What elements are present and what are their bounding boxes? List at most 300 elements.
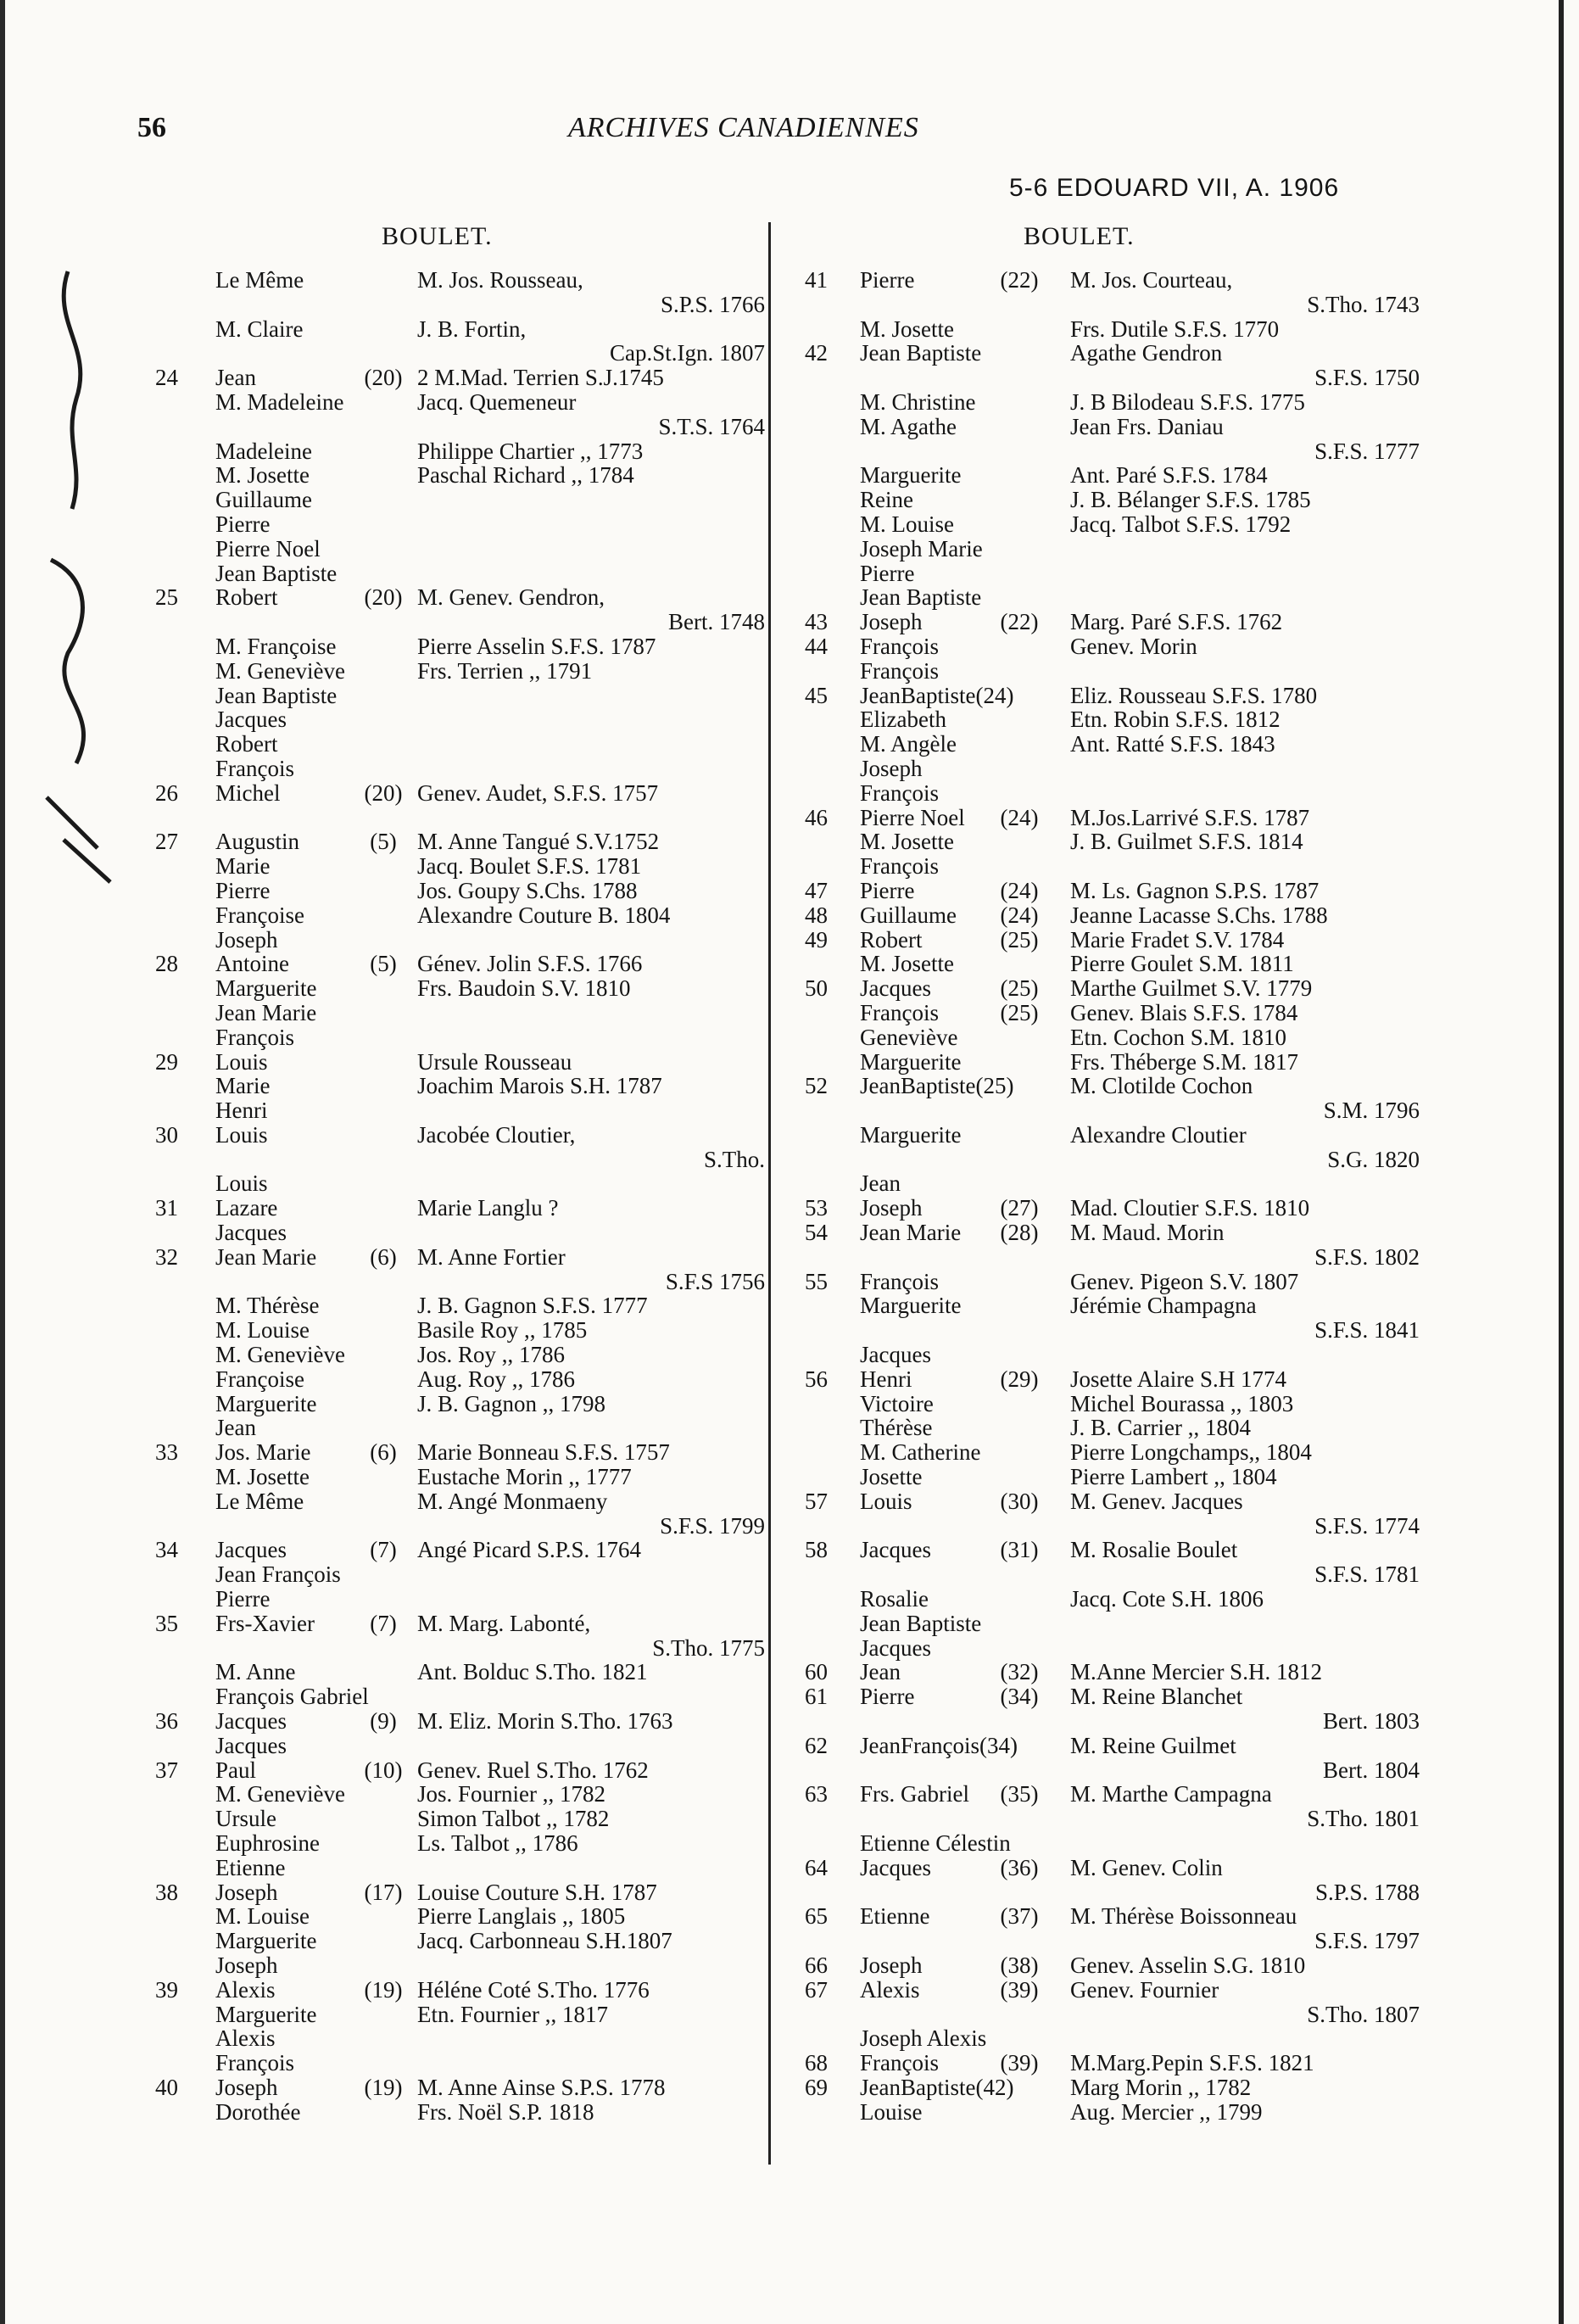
person-name: Geneviève bbox=[860, 1024, 958, 1050]
spouse-parish-year: Jos. Roy ,, 1786 bbox=[417, 1342, 566, 1368]
continuation-text: S.Tho. bbox=[703, 1146, 765, 1172]
table-row bbox=[153, 1831, 760, 1856]
spouse-parish-year: Marie Bonneau S.F.S. 1757 bbox=[417, 1439, 670, 1466]
person-name: Joseph Alexis bbox=[860, 2025, 987, 2052]
spouse-parish-year: Marie Fradet S.V. 1784 bbox=[1070, 926, 1285, 953]
continuation-text: S.Tho. 1807 bbox=[1307, 2001, 1420, 2027]
table-row bbox=[797, 1879, 1420, 1905]
spouse-parish-year: Basile Roy ,, 1785 bbox=[417, 1317, 588, 1344]
entry-number: 69 bbox=[805, 2074, 828, 2100]
table-row bbox=[153, 1904, 760, 1929]
person-name: JeanBaptiste(42) bbox=[860, 2074, 1014, 2100]
spouse-parish-year: Jos. Goupy S.Chs. 1788 bbox=[417, 877, 638, 903]
person-name: M. Christine bbox=[860, 388, 976, 415]
table-row bbox=[797, 1612, 1408, 1636]
spouse-parish-year: Frs. Noël S.P. 1818 bbox=[417, 2098, 594, 2125]
person-name: M. Françoise bbox=[215, 633, 337, 659]
person-name: JeanBaptiste(24) bbox=[860, 682, 1014, 708]
table-row bbox=[153, 1562, 760, 1587]
table-row bbox=[797, 561, 1408, 586]
person-name: Jacques bbox=[860, 975, 931, 1002]
table-row bbox=[153, 976, 760, 1001]
entry-number: 24 bbox=[155, 365, 178, 391]
table-row bbox=[153, 1074, 760, 1098]
spouse-parish-year: Ant. Bolduc S.Tho. 1821 bbox=[417, 1659, 648, 1685]
spouse-parish-year: M. Marg. Labonté, bbox=[417, 1610, 591, 1636]
table-row bbox=[153, 1171, 760, 1196]
person-name: Jean Baptiste bbox=[860, 340, 982, 366]
person-name: Etienne bbox=[215, 1854, 286, 1880]
parent-ref: (5) bbox=[370, 951, 397, 977]
spouse-parish-year: M. Rosalie Boulet bbox=[1070, 1537, 1238, 1563]
spouse-parish-year: Agathe Gendron bbox=[1070, 340, 1223, 366]
person-name: M. Louise bbox=[860, 511, 954, 537]
table-row bbox=[797, 268, 1408, 293]
table-row bbox=[797, 781, 1408, 806]
spouse-parish-year: Marthe Guilmet S.V. 1779 bbox=[1070, 975, 1313, 1002]
table-row bbox=[797, 732, 1408, 757]
person-name: Louis bbox=[860, 1488, 912, 1514]
table-row bbox=[153, 1782, 760, 1807]
scan-edge-left bbox=[0, 0, 5, 2324]
spouse-parish-year: Etn. Cochon S.M. 1810 bbox=[1070, 1024, 1287, 1050]
entry-number: 38 bbox=[155, 1879, 178, 1905]
spouse-parish-year: M. Eliz. Morin S.Tho. 1763 bbox=[417, 1708, 673, 1735]
table-row bbox=[153, 659, 760, 684]
table-row bbox=[797, 1317, 1420, 1344]
spouse-parish-year: Pierre Longchamps,, 1804 bbox=[1070, 1439, 1312, 1466]
person-name: Jean Baptiste bbox=[860, 584, 982, 611]
session-line: 5-6 EDOUARD VII, A. 1906 bbox=[1009, 174, 1340, 202]
table-row bbox=[797, 1343, 1408, 1367]
continuation-text: Bert. 1803 bbox=[1323, 1708, 1420, 1735]
parent-ref: (36) bbox=[1000, 1854, 1039, 1880]
parent-ref: (35) bbox=[1000, 1781, 1039, 1807]
spouse-parish-year: M. Maud. Morin bbox=[1070, 1220, 1225, 1246]
continuation-text: S.F.S. 1841 bbox=[1314, 1317, 1420, 1344]
table-row bbox=[797, 610, 1408, 634]
spouse-parish-year: Michel Bourassa ,, 1803 bbox=[1070, 1390, 1294, 1416]
person-name: Jacques bbox=[860, 1342, 931, 1368]
person-name: Guillaume bbox=[860, 902, 957, 928]
spouse-parish-year: Jacq. Quemeneur bbox=[417, 388, 577, 415]
table-row bbox=[797, 1416, 1408, 1440]
person-name: Etienne Célestin bbox=[860, 1830, 1011, 1856]
person-name: Jean François bbox=[215, 1561, 341, 1588]
entry-number: 29 bbox=[155, 1048, 178, 1075]
spouse-parish-year: M. Jos. Rousseau, bbox=[417, 267, 583, 293]
entry-number: 68 bbox=[805, 2050, 828, 2076]
person-name: Jean bbox=[215, 1415, 256, 1441]
person-name: Pierre bbox=[860, 560, 915, 586]
continuation-text: Bert. 1748 bbox=[668, 609, 765, 635]
table-row bbox=[153, 413, 765, 439]
table-row bbox=[153, 781, 760, 806]
parent-ref: (30) bbox=[1000, 1488, 1039, 1514]
person-name: Frs-Xavier bbox=[215, 1610, 315, 1636]
spouse-parish-year: Jacq. Boulet S.F.S. 1781 bbox=[417, 853, 642, 880]
table-row bbox=[797, 1465, 1408, 1489]
table-row bbox=[797, 2051, 1408, 2075]
person-name: Augustin bbox=[215, 829, 300, 855]
spouse-parish-year: M. Thérèse Boissonneau bbox=[1070, 1903, 1297, 1930]
table-row bbox=[153, 830, 760, 854]
table-row bbox=[797, 1025, 1408, 1050]
table-row bbox=[797, 684, 1408, 708]
spouse-parish-year: Alexandre Couture B. 1804 bbox=[417, 902, 671, 928]
right-column-title: BOULET. bbox=[1024, 222, 1135, 250]
table-row bbox=[153, 1318, 760, 1343]
table-row bbox=[153, 2003, 760, 2027]
entry-number: 27 bbox=[155, 829, 178, 855]
parent-ref: (34) bbox=[1000, 1684, 1039, 1710]
page-number: 56 bbox=[137, 112, 166, 143]
person-name: Joseph Marie bbox=[860, 535, 983, 561]
person-name: Jean Marie bbox=[215, 999, 317, 1025]
spouse-parish-year: Ant. Paré S.F.S. 1784 bbox=[1070, 462, 1268, 489]
table-row bbox=[797, 634, 1408, 659]
person-name: Marguerite bbox=[215, 1390, 317, 1416]
spouse-parish-year: Mad. Cloutier S.F.S. 1810 bbox=[1070, 1195, 1310, 1221]
entry-number: 50 bbox=[805, 975, 828, 1002]
person-name: Joseph bbox=[860, 755, 923, 781]
table-row bbox=[797, 365, 1420, 391]
person-name: Robert bbox=[860, 926, 923, 953]
entry-number: 46 bbox=[805, 804, 828, 830]
table-row bbox=[153, 1245, 760, 1270]
person-name: Pierre Noel bbox=[215, 535, 321, 561]
person-name: François bbox=[860, 1268, 939, 1294]
entry-number: 26 bbox=[155, 779, 178, 806]
entry-number: 37 bbox=[155, 1757, 178, 1783]
table-row bbox=[153, 1001, 760, 1025]
spouse-parish-year: Genev. Pigeon S.V. 1807 bbox=[1070, 1268, 1299, 1294]
person-name: Françoise bbox=[215, 1366, 304, 1392]
table-row bbox=[797, 1512, 1420, 1539]
table-row bbox=[797, 1050, 1408, 1075]
person-name: François bbox=[215, 2050, 294, 2076]
spouse-parish-year: Marg. Paré S.F.S. 1762 bbox=[1070, 609, 1283, 635]
spouse-parish-year: Ls. Talbot ,, 1786 bbox=[417, 1830, 578, 1856]
spouse-parish-year: Jos. Fournier ,, 1782 bbox=[417, 1781, 605, 1807]
spouse-parish-year: Marie Langlu ? bbox=[417, 1195, 559, 1221]
table-row bbox=[797, 1270, 1408, 1294]
entry-number: 60 bbox=[805, 1659, 828, 1685]
person-name: Joseph bbox=[215, 1879, 278, 1905]
parent-ref: (24) bbox=[1000, 902, 1039, 928]
spouse-parish-year: M.Anne Mercier S.H. 1812 bbox=[1070, 1659, 1322, 1685]
table-row bbox=[153, 634, 760, 659]
table-row bbox=[797, 659, 1408, 684]
table-row bbox=[797, 1684, 1408, 1709]
table-row bbox=[797, 1978, 1408, 2003]
parent-ref: (7) bbox=[370, 1537, 397, 1563]
entry-number: 52 bbox=[805, 1073, 828, 1099]
table-row bbox=[153, 1856, 760, 1880]
scan-edge-right bbox=[1559, 0, 1564, 2324]
parent-ref: (7) bbox=[370, 1610, 397, 1636]
table-row bbox=[153, 340, 765, 366]
table-row bbox=[797, 1928, 1420, 1954]
parent-ref: (5) bbox=[370, 829, 397, 855]
table-row bbox=[153, 390, 760, 415]
person-name: Joseph bbox=[215, 926, 278, 953]
person-name: Françoise bbox=[215, 902, 304, 928]
spouse-parish-year: M. Genev. Colin bbox=[1070, 1854, 1223, 1880]
spouse-parish-year: 2 M.Mad. Terrien S.J.1745 bbox=[417, 365, 664, 391]
table-row bbox=[153, 2100, 760, 2125]
continuation-text: S.Tho. 1801 bbox=[1307, 1806, 1420, 1832]
table-row bbox=[153, 317, 760, 342]
spouse-parish-year: M. Genev. Jacques bbox=[1070, 1488, 1243, 1514]
person-name: Reine bbox=[860, 487, 913, 513]
table-row bbox=[797, 1953, 1408, 1978]
entry-number: 31 bbox=[155, 1195, 178, 1221]
table-row bbox=[797, 952, 1408, 976]
person-name: Marguerite bbox=[860, 1048, 962, 1075]
table-row bbox=[797, 928, 1408, 953]
spouse-parish-year: M.Jos.Larrivé S.F.S. 1787 bbox=[1070, 804, 1310, 830]
table-row bbox=[797, 1001, 1408, 1025]
entry-number: 40 bbox=[155, 2074, 178, 2100]
table-row bbox=[153, 268, 760, 293]
parent-ref: (24) bbox=[1000, 877, 1039, 903]
table-row bbox=[153, 1146, 765, 1172]
person-name: Marguerite bbox=[860, 1293, 962, 1319]
person-name: Dorothée bbox=[215, 2098, 301, 2125]
table-row bbox=[153, 1293, 760, 1318]
entry-number: 58 bbox=[805, 1537, 828, 1563]
table-row bbox=[153, 1367, 760, 1392]
continuation-text: S.F.S. 1781 bbox=[1314, 1561, 1420, 1588]
person-name: Antoine bbox=[215, 951, 289, 977]
table-row bbox=[153, 561, 760, 586]
person-name: Jacques bbox=[215, 1220, 287, 1246]
person-name: M. Josette bbox=[215, 1464, 310, 1490]
table-row bbox=[797, 1660, 1408, 1684]
parent-ref: (31) bbox=[1000, 1537, 1039, 1563]
table-row bbox=[153, 512, 760, 537]
spouse-parish-year: J. B. Guilmet S.F.S. 1814 bbox=[1070, 829, 1303, 855]
person-name: Louis bbox=[215, 1048, 268, 1075]
table-row bbox=[153, 732, 760, 757]
table-row bbox=[153, 1709, 760, 1734]
table-row bbox=[797, 1538, 1408, 1562]
entry-number: 45 bbox=[805, 682, 828, 708]
person-name: Marguerite bbox=[215, 2001, 317, 2027]
person-name: Marguerite bbox=[860, 1121, 962, 1148]
continuation-text: S.F.S. 1799 bbox=[660, 1512, 765, 1539]
table-row bbox=[797, 488, 1408, 512]
spouse-parish-year: Josette Alaire S.H 1774 bbox=[1070, 1366, 1286, 1392]
person-name: Joseph bbox=[860, 609, 923, 635]
person-name: JeanBaptiste(25) bbox=[860, 1073, 1014, 1099]
spouse-parish-year: M. Jos. Courteau, bbox=[1070, 267, 1233, 293]
spouse-parish-year: Genev. Ruel S.Tho. 1762 bbox=[417, 1757, 649, 1783]
person-name: Joseph bbox=[215, 1952, 278, 1978]
table-row bbox=[153, 1196, 760, 1221]
table-row bbox=[797, 537, 1408, 561]
table-row bbox=[153, 366, 760, 390]
person-name: M. Louise bbox=[215, 1317, 310, 1344]
person-name: François bbox=[860, 779, 939, 806]
table-row bbox=[797, 854, 1408, 879]
continuation-text: S.F.S. 1802 bbox=[1314, 1243, 1420, 1270]
person-name: M. Agathe bbox=[860, 413, 957, 439]
table-row bbox=[153, 903, 760, 928]
person-name: Le Même bbox=[215, 267, 304, 293]
spouse-parish-year: Eustache Morin ,, 1777 bbox=[417, 1464, 632, 1490]
entry-number: 64 bbox=[805, 1854, 828, 1880]
person-name: Robert bbox=[215, 584, 278, 611]
table-row bbox=[797, 291, 1420, 317]
spouse-parish-year: J. B. Gagnon S.F.S. 1777 bbox=[417, 1293, 648, 1319]
spouse-parish-year: Jacq. Carbonneau S.H.1807 bbox=[417, 1928, 672, 1954]
table-row bbox=[797, 2026, 1408, 2051]
parent-ref: (29) bbox=[1000, 1366, 1039, 1392]
spouse-parish-year: Aug. Mercier ,, 1799 bbox=[1070, 2098, 1263, 2125]
entry-number: 49 bbox=[805, 926, 828, 953]
person-name: Paul bbox=[215, 1757, 257, 1783]
entry-number: 42 bbox=[805, 340, 828, 366]
person-name: François bbox=[860, 853, 939, 880]
person-name: Jacques bbox=[860, 1537, 931, 1563]
table-row bbox=[797, 1636, 1408, 1661]
person-name: Robert bbox=[215, 731, 278, 757]
table-row bbox=[797, 1196, 1408, 1221]
table-row bbox=[153, 291, 765, 317]
person-name: M. Josette bbox=[215, 462, 310, 489]
table-row bbox=[797, 1098, 1420, 1124]
table-row bbox=[153, 1734, 760, 1758]
table-row bbox=[797, 903, 1408, 928]
person-name: Jean Baptiste bbox=[215, 682, 338, 708]
table-row bbox=[797, 1734, 1408, 1758]
spouse-parish-year: M. Genev. Gendron, bbox=[417, 584, 605, 611]
parent-ref: (22) bbox=[1000, 267, 1039, 293]
table-row bbox=[797, 1856, 1408, 1880]
entry-number: 65 bbox=[805, 1903, 828, 1930]
entry-number: 67 bbox=[805, 1976, 828, 2003]
table-row bbox=[153, 609, 765, 635]
person-name: M. Josette bbox=[860, 316, 954, 342]
person-name: Frs. Gabriel bbox=[860, 1781, 969, 1807]
spouse-parish-year: Pierre Asselin S.F.S. 1787 bbox=[417, 633, 656, 659]
table-row bbox=[153, 1343, 760, 1367]
spouse-parish-year: Génev. Jolin S.F.S. 1766 bbox=[417, 951, 643, 977]
table-row bbox=[797, 707, 1408, 732]
spouse-parish-year: Philippe Chartier ,, 1773 bbox=[417, 438, 644, 464]
continuation-text: S.P.S. 1766 bbox=[660, 291, 765, 317]
parent-ref: (25) bbox=[1000, 926, 1039, 953]
table-row bbox=[797, 1587, 1408, 1612]
parent-ref: (6) bbox=[370, 1243, 397, 1270]
continuation-text: Bert. 1804 bbox=[1323, 1757, 1420, 1783]
table-row bbox=[797, 2100, 1408, 2125]
person-name: Henri bbox=[215, 1098, 268, 1124]
table-row bbox=[797, 1708, 1420, 1735]
person-name: M. Josette bbox=[860, 951, 954, 977]
table-row bbox=[153, 1221, 760, 1245]
entry-number: 55 bbox=[805, 1268, 828, 1294]
spouse-parish-year: Pierre Langlais ,, 1805 bbox=[417, 1903, 626, 1930]
person-name: Jean bbox=[860, 1659, 901, 1685]
table-row bbox=[153, 1758, 760, 1783]
continuation-text: S.F.S 1756 bbox=[665, 1268, 765, 1294]
table-row bbox=[797, 1806, 1420, 1832]
table-row bbox=[153, 1634, 765, 1661]
continuation-text: S.T.S. 1764 bbox=[658, 413, 765, 439]
table-row bbox=[153, 879, 760, 903]
entry-number: 47 bbox=[805, 877, 828, 903]
person-name: Jacques bbox=[215, 1708, 287, 1735]
table-row bbox=[797, 1440, 1408, 1465]
table-row bbox=[797, 976, 1408, 1001]
table-row bbox=[153, 1440, 760, 1465]
spouse-parish-year: Eliz. Rousseau S.F.S. 1780 bbox=[1070, 682, 1318, 708]
table-row bbox=[153, 854, 760, 879]
person-name: Elizabeth bbox=[860, 707, 946, 733]
continuation-text: S.F.S. 1797 bbox=[1314, 1928, 1420, 1954]
column-divider bbox=[768, 222, 771, 2165]
spouse-parish-year: J. B. Bélanger S.F.S. 1785 bbox=[1070, 487, 1311, 513]
table-row bbox=[153, 2026, 760, 2051]
person-name: Jean Baptiste bbox=[215, 560, 338, 586]
table-row bbox=[153, 537, 760, 561]
table-row bbox=[797, 1221, 1408, 1245]
table-row bbox=[153, 439, 760, 464]
table-row bbox=[797, 1489, 1408, 1514]
table-row bbox=[797, 1243, 1420, 1270]
table-row bbox=[153, 1978, 760, 2003]
table-row bbox=[797, 1293, 1408, 1318]
spouse-parish-year: J. B. Carrier ,, 1804 bbox=[1070, 1415, 1251, 1441]
parent-ref: (9) bbox=[370, 1708, 397, 1735]
spouse-parish-year: Jacq. Cote S.H. 1806 bbox=[1070, 1586, 1264, 1612]
spouse-parish-year: Jérémie Champagna bbox=[1070, 1293, 1257, 1319]
entry-number: 36 bbox=[155, 1708, 178, 1735]
spouse-parish-year: Joachim Marois S.H. 1787 bbox=[417, 1073, 662, 1099]
spouse-parish-year: Alexandre Cloutier bbox=[1070, 1121, 1247, 1148]
parent-ref: (17) bbox=[364, 1879, 403, 1905]
person-name: Alexis bbox=[215, 1976, 276, 2003]
table-row bbox=[797, 463, 1408, 488]
table-row bbox=[153, 707, 760, 732]
parent-ref: (20) bbox=[364, 779, 403, 806]
person-name: Jean Marie bbox=[860, 1220, 962, 1246]
spouse-parish-year: M. Anne Ainse S.P.S. 1778 bbox=[417, 2074, 666, 2100]
spouse-parish-year: Frs. Terrien ,, 1791 bbox=[417, 657, 593, 684]
spouse-parish-year: Genev. Fournier bbox=[1070, 1976, 1219, 2003]
table-row bbox=[153, 585, 760, 610]
person-name: JeanFrançois(34) bbox=[860, 1732, 1018, 1758]
spouse-parish-year: Louise Couture S.H. 1787 bbox=[417, 1879, 657, 1905]
person-name: Marguerite bbox=[215, 1928, 317, 1954]
person-name: M. Josette bbox=[860, 829, 954, 855]
table-row bbox=[797, 585, 1408, 610]
continuation-text: S.Tho. 1775 bbox=[652, 1634, 765, 1661]
person-name: François bbox=[860, 999, 939, 1025]
table-row bbox=[797, 757, 1408, 781]
parent-ref: (6) bbox=[370, 1439, 397, 1466]
parent-ref: (39) bbox=[1000, 2050, 1039, 2076]
table-row bbox=[797, 1904, 1408, 1929]
person-name: Pierre bbox=[215, 511, 271, 537]
entry-number: 63 bbox=[805, 1781, 828, 1807]
table-row bbox=[153, 684, 760, 708]
table-row bbox=[153, 1660, 760, 1684]
parent-ref: (37) bbox=[1000, 1903, 1039, 1930]
